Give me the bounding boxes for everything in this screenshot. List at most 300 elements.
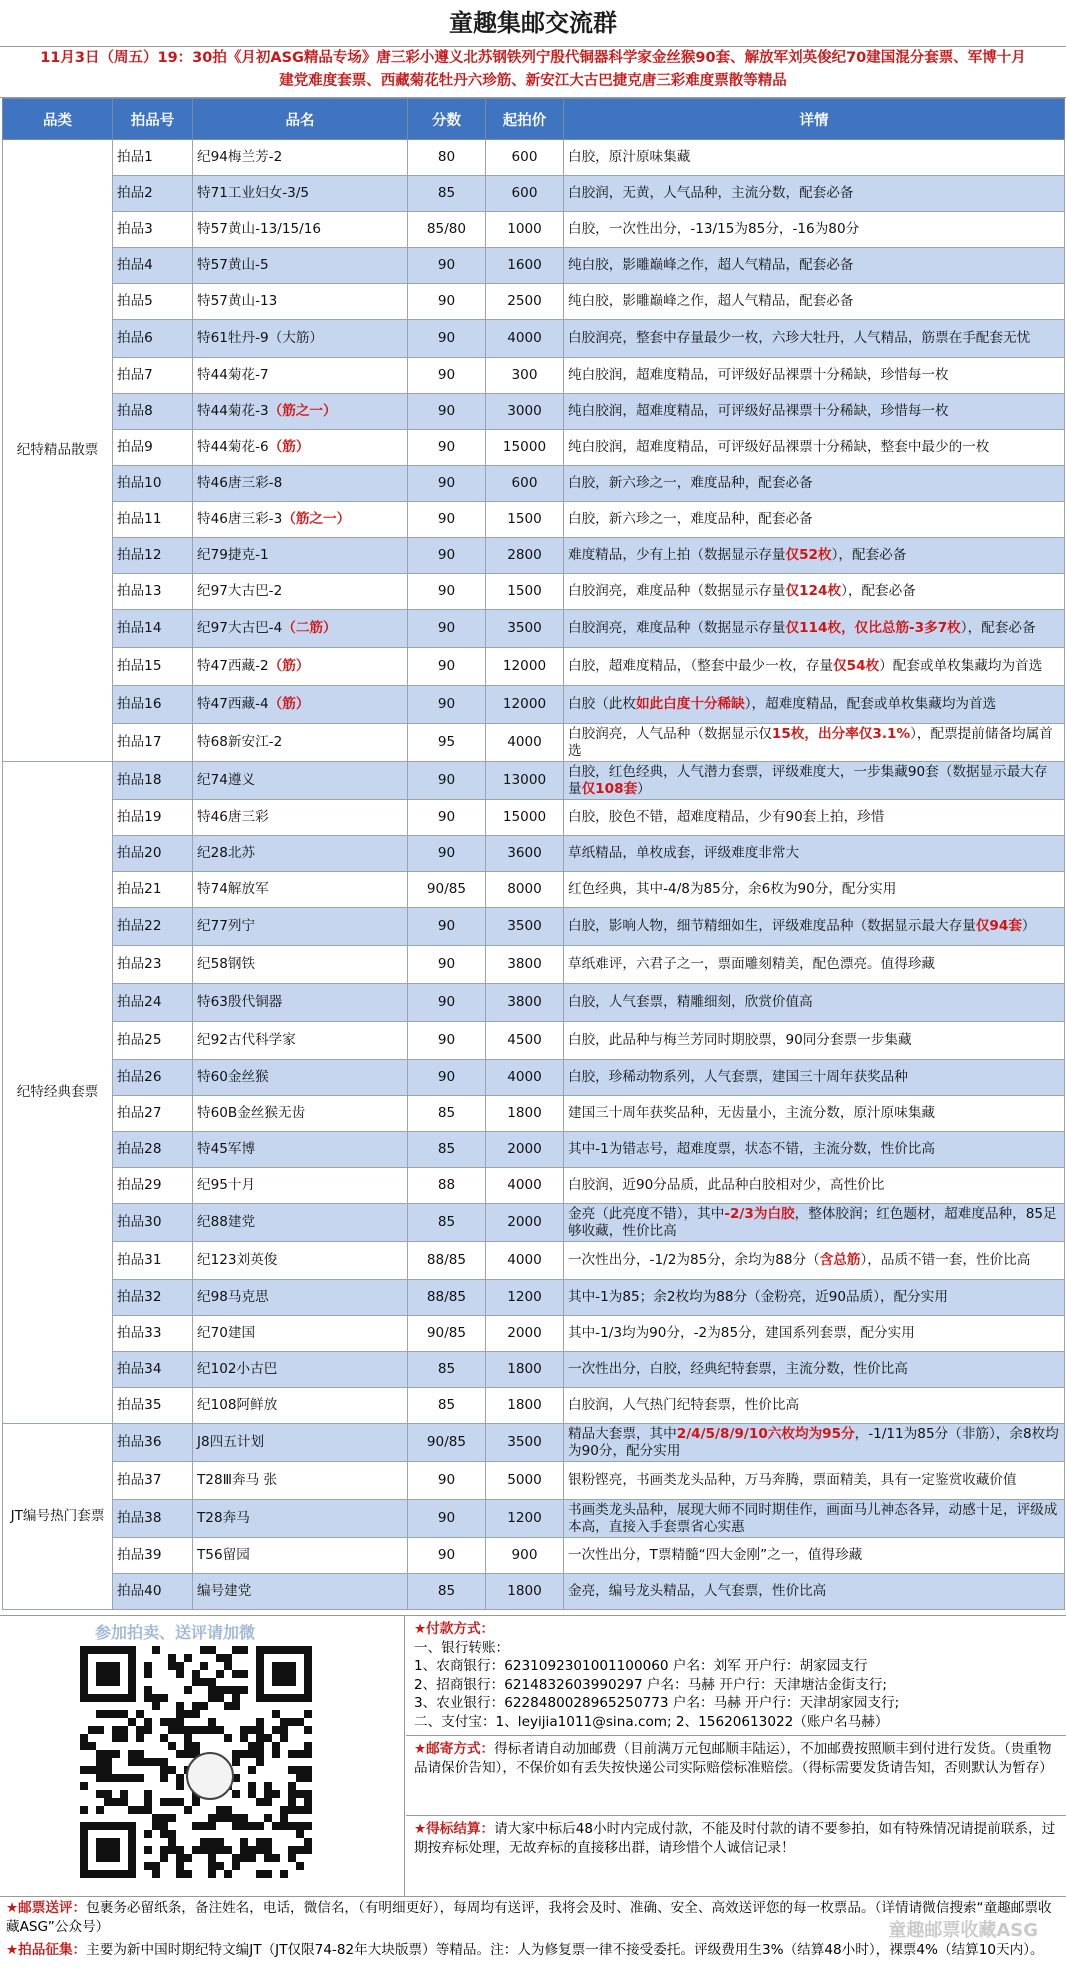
grade-cell: 90	[408, 1538, 486, 1574]
details-cell	[564, 1060, 1065, 1096]
item-name-cell	[193, 430, 408, 466]
details-cell	[564, 1022, 1065, 1060]
details-text: 红色经典，其中-4/8为85分，余6枚为90分，配分实用	[568, 881, 897, 897]
details-text: 草纸精品，单枚成套，评级难度非常大	[568, 845, 800, 861]
start-price-cell: 1500	[486, 574, 564, 610]
item-name-cell	[193, 984, 408, 1022]
details-text-tail: ），品质不错一套，性价比高	[860, 1252, 1031, 1268]
details-text: 纯白胶，影雕巅峰之作，超人气精品，配套必备	[568, 257, 854, 273]
payment-heading: ★付款方式：	[414, 1621, 495, 1637]
details-text: 白胶润亮，难度品种（数据显示存量	[568, 583, 786, 599]
item-name: 纪77列宁	[197, 918, 256, 934]
table-row	[3, 1168, 1065, 1204]
item-name-cell	[193, 358, 408, 394]
lot-number-cell: 拍品30	[113, 1204, 193, 1242]
start-price-cell: 12000	[486, 648, 564, 686]
start-price-cell: 2800	[486, 538, 564, 574]
lot-number-cell: 拍品34	[113, 1352, 193, 1388]
payment-line: 二、支付宝：1、leyijia1011@sina.com; 2、15620613022（账户名马赫）	[414, 1713, 889, 1730]
item-name-cell	[193, 1424, 408, 1462]
details-text: 白胶，超难度精品，（整套中最少一枚，存量	[568, 658, 834, 674]
table-row	[3, 648, 1065, 686]
auction-table	[2, 98, 1065, 1610]
grade-cell: 90	[408, 908, 486, 946]
details-highlight: 仅114枚，仅比总筋-3多7枚	[785, 620, 961, 636]
table-row	[3, 1462, 1065, 1500]
lot-number-cell: 拍品1	[113, 140, 193, 176]
table-row	[3, 724, 1065, 762]
item-name: 特46唐三彩	[197, 809, 269, 825]
grade-cell: 90	[408, 394, 486, 430]
table-row	[3, 1242, 1065, 1280]
details-text-tail: ，-1/11为85分（非筋），余8枚均为90分，配分实用	[568, 1425, 1059, 1459]
start-price-cell: 5000	[486, 1462, 564, 1500]
item-name: T28奔马	[197, 1510, 250, 1526]
lot-number-cell: 拍品7	[113, 358, 193, 394]
details-text: 其中-1为错志号，超难度票，状态不错，主流分数，性价比高	[568, 1141, 935, 1157]
item-name-cell	[193, 1574, 408, 1610]
table-row	[3, 538, 1065, 574]
details-cell	[564, 284, 1065, 320]
table-row	[3, 284, 1065, 320]
table-row	[3, 908, 1065, 946]
details-cell	[564, 724, 1065, 762]
details-cell	[564, 176, 1065, 212]
item-name-cell	[193, 502, 408, 538]
start-price-cell: 1000	[486, 212, 564, 248]
item-name: 纪58钢铁	[197, 956, 256, 972]
details-cell	[564, 502, 1065, 538]
details-cell	[564, 800, 1065, 836]
details-cell	[564, 1280, 1065, 1316]
details-text: 纯白胶润，超难度精品，可评级好品裸票十分稀缺，珍惜每一枚	[568, 403, 949, 419]
start-price-cell: 3500	[486, 610, 564, 648]
item-name: 纪95十月	[197, 1177, 256, 1193]
details-highlight: 仅52枚	[785, 547, 832, 563]
details-highlight: 仅108套	[581, 780, 638, 797]
item-name: 特46唐三彩-8	[197, 475, 283, 491]
item-name: 纪92古代科学家	[197, 1032, 296, 1048]
item-name-cell	[193, 1242, 408, 1280]
grade-cell: 90	[408, 284, 486, 320]
start-price-cell: 15000	[486, 800, 564, 836]
item-name-cell	[193, 610, 408, 648]
item-name: 特46唐三彩-3	[197, 511, 283, 527]
details-text: 白胶，原汁原味集藏	[568, 149, 691, 165]
grade-cell: 85/80	[408, 212, 486, 248]
table-row	[3, 686, 1065, 724]
item-name-cell	[193, 872, 408, 908]
details-text-tail: ）	[1021, 918, 1036, 934]
shipping-block	[406, 1736, 1066, 1816]
start-price-cell: 13000	[486, 762, 564, 800]
details-cell	[564, 248, 1065, 284]
table-row	[3, 1096, 1065, 1132]
lot-number-cell: 拍品2	[113, 176, 193, 212]
table-row	[3, 358, 1065, 394]
grade-cell: 90/85	[408, 1316, 486, 1352]
item-name: 纪97大古巴-4	[197, 620, 283, 636]
item-name: J8四五计划	[197, 1434, 265, 1450]
details-cell	[564, 1204, 1065, 1242]
item-name-cell	[193, 1352, 408, 1388]
details-cell	[564, 574, 1065, 610]
details-text-tail: ）配套或单枚集藏均为首选	[879, 658, 1043, 674]
item-name-cell	[193, 1060, 408, 1096]
item-name-cell	[193, 1500, 408, 1538]
item-name-cell	[193, 1538, 408, 1574]
details-cell	[564, 466, 1065, 502]
start-price-cell: 1800	[486, 1574, 564, 1610]
grade-cell: 90	[408, 1022, 486, 1060]
item-name: 特47西藏-4	[197, 696, 269, 712]
item-name: 纪108阿鲜放	[197, 1397, 278, 1413]
header-category: 品类	[3, 99, 113, 140]
details-cell	[564, 358, 1065, 394]
lot-number-cell: 拍品35	[113, 1388, 193, 1424]
details-cell	[564, 1096, 1065, 1132]
details-text: 一次性出分，-1/2为85分，余均为88分（	[568, 1252, 820, 1268]
start-price-cell: 4500	[486, 1022, 564, 1060]
details-cell	[564, 1132, 1065, 1168]
details-text-tail: ），配票提前储备均属首选	[568, 725, 1053, 759]
payment-info-panel	[406, 1616, 1066, 1896]
details-cell	[564, 140, 1065, 176]
start-price-cell: 300	[486, 358, 564, 394]
lot-number-cell: 拍品6	[113, 320, 193, 358]
payment-line: 1、农商银行：6231092301001100060 户名：刘军 开户行：胡家园支行	[414, 1658, 868, 1674]
item-name: 纪97大古巴-2	[197, 583, 283, 599]
collection-heading: ★拍品征集：	[6, 1942, 87, 1958]
details-cell	[564, 946, 1065, 984]
start-price-cell: 1800	[486, 1096, 564, 1132]
lot-number-cell: 拍品17	[113, 724, 193, 762]
details-cell	[564, 984, 1065, 1022]
details-text-tail: ）	[637, 780, 651, 797]
table-row	[3, 1388, 1065, 1424]
start-price-cell: 12000	[486, 686, 564, 724]
details-text: 一次性出分，T票精髓“四大金刚”之一，值得珍藏	[568, 1547, 863, 1563]
details-cell	[564, 648, 1065, 686]
details-text: 其中-1为85；余2枚均为88分（金粉亮，近90品质），配分实用	[568, 1289, 948, 1305]
grade-cell: 90	[408, 358, 486, 394]
header-start-price: 起拍价	[486, 99, 564, 140]
grade-cell: 90	[408, 574, 486, 610]
grade-cell: 90	[408, 1500, 486, 1538]
grade-cell: 85	[408, 1204, 486, 1242]
item-name-cell	[193, 1280, 408, 1316]
category-cell: JT编号热门套票	[3, 1424, 113, 1610]
table-row	[3, 574, 1065, 610]
subtitle-line-2: 建党难度套票、西藏菊花牡丹六珍筋、新安江大古巴捷克唐三彩难度票散等精品	[279, 73, 787, 89]
table-row	[3, 1424, 1065, 1462]
payment-line: 2、招商银行：6214832603990297 户名：马赫 开户行：天津塘沽金街支行;	[414, 1676, 887, 1693]
settlement-text: 请大家中标后48小时内完成付款，不能及时付款的请不要参拍，如有特殊情况请提前联系，过期按弃标处理，无故弃标的直接移出群，请珍惜个人诚信记录！	[414, 1821, 1056, 1856]
item-name-note: （筋之一）	[282, 511, 351, 527]
lot-number-cell: 拍品31	[113, 1242, 193, 1280]
details-cell	[564, 908, 1065, 946]
start-price-cell: 1800	[486, 1352, 564, 1388]
item-name: 特57黄山-13/15/16	[197, 221, 322, 237]
details-cell	[564, 1424, 1065, 1462]
payment-block	[406, 1616, 1066, 1736]
appraisal-heading: ★邮票送评：	[6, 1900, 87, 1916]
qr-center-logo-icon	[186, 1752, 234, 1800]
details-text: 白胶，影响人物，细节精细如生，评级难度品种（数据显示最大存量	[568, 918, 976, 934]
item-name: 特57黄山-13	[197, 293, 278, 309]
lot-number-cell: 拍品40	[113, 1574, 193, 1610]
header-details: 详情	[564, 99, 1065, 140]
table-row	[3, 1022, 1065, 1060]
item-name: T28Ⅲ奔马 张	[197, 1472, 278, 1488]
table-row	[3, 1204, 1065, 1242]
start-price-cell: 3500	[486, 908, 564, 946]
page-title: 童趣集邮交流群	[0, 0, 1066, 47]
item-name-cell	[193, 1168, 408, 1204]
grade-cell: 85	[408, 1574, 486, 1610]
table-row	[3, 176, 1065, 212]
wechat-watermark: 童趣邮票收藏ASG	[888, 1920, 1038, 1941]
lot-number-cell: 拍品21	[113, 872, 193, 908]
grade-cell: 90	[408, 466, 486, 502]
grade-cell: 90	[408, 1060, 486, 1096]
grade-cell: 85	[408, 1388, 486, 1424]
grade-cell: 90/85	[408, 1424, 486, 1462]
details-text: 白胶（此枚	[568, 696, 636, 712]
item-name: 特44菊花-3	[197, 403, 269, 419]
details-text: 白胶润，无黄，人气品种，主流分数，配套必备	[568, 185, 854, 201]
item-name: 纪102小古巴	[197, 1361, 278, 1377]
table-row	[3, 610, 1065, 648]
details-cell	[564, 1574, 1065, 1610]
details-text: 建国三十周年获奖品种，无齿量小，主流分数，原汁原味集藏	[568, 1105, 936, 1121]
details-cell	[564, 1316, 1065, 1352]
item-name-cell	[193, 686, 408, 724]
details-text-tail: ，整体胶润；红色题材，超难度品种，85足够收藏，性价比高	[568, 1205, 1057, 1239]
details-text: 纯白胶润，超难度精品，可评级好品裸票十分稀缺，整套中最少的一枚	[568, 439, 990, 455]
lot-number-cell: 拍品39	[113, 1538, 193, 1574]
lot-number-cell: 拍品19	[113, 800, 193, 836]
lot-number-cell: 拍品33	[113, 1316, 193, 1352]
item-name: 特74解放军	[197, 881, 269, 897]
grade-cell: 88/85	[408, 1280, 486, 1316]
settlement-heading: ★得标结算：	[414, 1821, 495, 1837]
item-name-cell	[193, 248, 408, 284]
grade-cell: 90	[408, 502, 486, 538]
lot-number-cell: 拍品37	[113, 1462, 193, 1500]
details-text-tail: ），配套必备	[960, 620, 1036, 636]
grade-cell: 90/85	[408, 872, 486, 908]
bank-title: 一、银行转账：	[414, 1639, 510, 1656]
item-name-cell	[193, 800, 408, 836]
lot-number-cell: 拍品8	[113, 394, 193, 430]
item-name: 特71工业妇女-3/5	[197, 185, 310, 201]
details-text: 白胶润亮，整套中存量最少一枚，六珍大牡丹，人气精品，筋票在手配套无忧	[568, 330, 1031, 346]
details-text: 精品大套票，其中	[568, 1425, 677, 1442]
grade-cell: 90	[408, 538, 486, 574]
grade-cell: 90	[408, 430, 486, 466]
item-name: 特68新安江-2	[197, 734, 283, 750]
item-name: 纪70建国	[197, 1325, 256, 1341]
details-highlight: 仅94套	[975, 918, 1022, 934]
table-row	[3, 320, 1065, 358]
item-name: 特61牡丹-9（大筋）	[197, 330, 324, 346]
lot-number-cell: 拍品27	[113, 1096, 193, 1132]
item-name-cell	[193, 212, 408, 248]
lot-number-cell: 拍品32	[113, 1280, 193, 1316]
table-row	[3, 502, 1065, 538]
details-text: 金亮，编号龙头精品，人气套票，性价比高	[568, 1583, 827, 1599]
start-price-cell: 1800	[486, 1388, 564, 1424]
item-name-cell	[193, 1022, 408, 1060]
item-name: 纪28北苏	[197, 845, 256, 861]
details-cell	[564, 1538, 1065, 1574]
grade-cell: 90	[408, 836, 486, 872]
start-price-cell: 1600	[486, 248, 564, 284]
lot-number-cell: 拍品28	[113, 1132, 193, 1168]
start-price-cell: 600	[486, 176, 564, 212]
page-subtitle	[0, 47, 1066, 98]
details-text: 银粉铿亮，书画类龙头品种，万马奔腾，票面精美，具有一定鉴赏收藏价值	[568, 1472, 1017, 1488]
lot-number-cell: 拍品36	[113, 1424, 193, 1462]
item-name: 特60B金丝猴无齿	[197, 1105, 306, 1121]
details-text: 白胶，此品种与梅兰芳同时期胶票，90同分套票一步集藏	[568, 1032, 912, 1048]
item-name-note: （筋）	[268, 696, 310, 712]
item-name-cell	[193, 176, 408, 212]
table-row	[3, 1500, 1065, 1538]
details-cell	[564, 872, 1065, 908]
lot-number-cell: 拍品4	[113, 248, 193, 284]
table-row	[3, 394, 1065, 430]
table-row	[3, 1352, 1065, 1388]
item-name: 特57黄山-5	[197, 257, 269, 273]
details-highlight: 2/4/5/8/9/10六枚均为95分	[676, 1425, 855, 1442]
details-text: 金亮（此亮度不错），其中	[568, 1205, 725, 1222]
item-name-note: （筋）	[268, 439, 310, 455]
start-price-cell: 1200	[486, 1500, 564, 1538]
lot-number-cell: 拍品11	[113, 502, 193, 538]
item-name: 特47西藏-2	[197, 658, 269, 674]
details-cell	[564, 686, 1065, 724]
start-price-cell: 15000	[486, 430, 564, 466]
details-text-tail: ），配套必备	[841, 583, 916, 599]
start-price-cell: 900	[486, 1538, 564, 1574]
lot-number-cell: 拍品15	[113, 648, 193, 686]
category-cell: 纪特经典套票	[3, 762, 113, 1424]
settlement-block	[406, 1816, 1066, 1879]
lot-number-cell: 拍品9	[113, 430, 193, 466]
item-name-cell	[193, 762, 408, 800]
details-highlight: 仅54枚	[833, 658, 880, 674]
item-name-cell	[193, 836, 408, 872]
grade-cell: 90	[408, 946, 486, 984]
header-grade: 分数	[408, 99, 486, 140]
details-cell	[564, 1168, 1065, 1204]
start-price-cell: 2500	[486, 284, 564, 320]
details-highlight: 仅124枚	[785, 583, 842, 599]
details-cell	[564, 320, 1065, 358]
details-text: 白胶，人气套票，精雕细刻，欣赏价值高	[568, 994, 813, 1010]
item-name-cell	[193, 538, 408, 574]
item-name-cell	[193, 284, 408, 320]
item-name-note: （筋之一）	[268, 403, 337, 419]
table-row	[3, 800, 1065, 836]
grade-cell: 90	[408, 762, 486, 800]
details-text: 白胶润，人气热门纪特套票，性价比高	[568, 1397, 800, 1413]
details-highlight: 如此白度十分稀缺	[635, 696, 745, 712]
grade-cell: 88	[408, 1168, 486, 1204]
grade-cell: 88/85	[408, 1242, 486, 1280]
item-name-cell	[193, 1388, 408, 1424]
details-text: 白胶，新六珍之一，难度品种，配套必备	[568, 475, 813, 491]
details-cell	[564, 430, 1065, 466]
start-price-cell: 1200	[486, 1280, 564, 1316]
table-row	[3, 430, 1065, 466]
details-text: 难度精品，少有上拍（数据显示存量	[568, 547, 786, 563]
lot-number-cell: 拍品26	[113, 1060, 193, 1096]
details-cell	[564, 610, 1065, 648]
item-name-cell	[193, 1462, 408, 1500]
item-name: 纪79捷克-1	[197, 547, 269, 563]
details-cell	[564, 1352, 1065, 1388]
details-text: 白胶润亮，难度品种（数据显示存量	[568, 620, 786, 636]
item-name-cell	[193, 1096, 408, 1132]
table-row	[3, 1574, 1065, 1610]
details-text: 白胶润亮，人气品种（数据显示仅	[568, 725, 772, 742]
details-text: 白胶润，近90分品质，此品种白胶相对少，高性价比	[568, 1177, 885, 1193]
table-header-row	[3, 99, 1065, 140]
grade-cell: 90	[408, 686, 486, 724]
start-price-cell: 4000	[486, 1242, 564, 1280]
details-text: 纯白胶，影雕巅峰之作，超人气精品，配套必备	[568, 293, 854, 309]
lot-number-cell: 拍品25	[113, 1022, 193, 1060]
payment-line: 3、农业银行：6228480028965250773 户名：马赫 开户行：天津胡家园支行;	[414, 1695, 900, 1711]
details-highlight: 15枚，出分率仅3.1%	[771, 725, 911, 742]
table-row	[3, 212, 1065, 248]
qr-caption: 参加拍卖、送评请加微	[95, 1623, 256, 1642]
item-name: 特44菊花-7	[197, 367, 269, 383]
start-price-cell: 600	[486, 140, 564, 176]
item-name: 特45军博	[197, 1141, 256, 1157]
lot-number-cell: 拍品38	[113, 1500, 193, 1538]
details-text: 白胶，新六珍之一，难度品种，配套必备	[568, 511, 813, 527]
start-price-cell: 3000	[486, 394, 564, 430]
item-name-cell	[193, 1316, 408, 1352]
item-name-cell	[193, 1204, 408, 1242]
footer	[0, 1896, 1066, 1986]
grade-cell: 85	[408, 1132, 486, 1168]
item-name-cell	[193, 946, 408, 984]
start-price-cell: 3600	[486, 836, 564, 872]
table-row	[3, 248, 1065, 284]
lot-number-cell: 拍品20	[113, 836, 193, 872]
details-cell	[564, 762, 1065, 800]
grade-cell: 90	[408, 984, 486, 1022]
grade-cell: 90	[408, 800, 486, 836]
lot-number-cell: 拍品16	[113, 686, 193, 724]
table-body	[3, 140, 1065, 1610]
collection-text: 主要为新中国时期纪特文编JT（JT仅限74-82年大块版票）等精品。注：人为修复票一律不接受委托。评级费用生3%（结算48小时），裸票4%（结算10天内）。	[86, 1942, 1044, 1958]
start-price-cell: 4000	[486, 1060, 564, 1096]
details-text: 白胶，胶色不错，超难度精品，少有90套上拍，珍惜	[568, 809, 885, 825]
item-name-cell	[193, 648, 408, 686]
details-cell	[564, 1242, 1065, 1280]
start-price-cell: 3800	[486, 946, 564, 984]
lot-number-cell: 拍品12	[113, 538, 193, 574]
table-row	[3, 872, 1065, 908]
header-lot-no: 拍品号	[113, 99, 193, 140]
grade-cell: 90	[408, 248, 486, 284]
